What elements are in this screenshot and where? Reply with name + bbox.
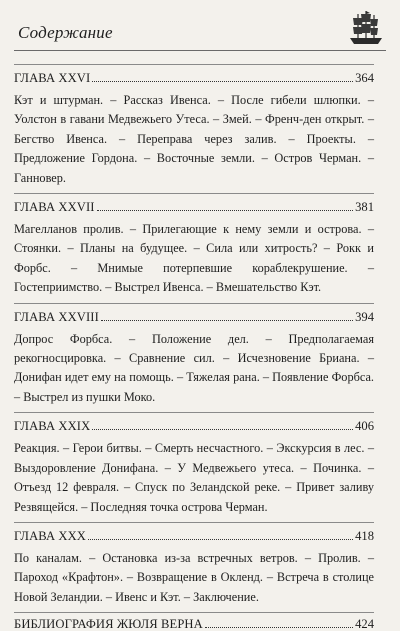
chapter-page-number: 381: [355, 200, 374, 215]
header-divider: [14, 50, 386, 51]
chapter-summary: Магелланов пролив. – Прилегающие к нему земли и острова. – Стоянки. – Планы на будущее. – Сила или хитрость? – Рокк и Форбс. – Мнимые потерпевшие кораблекрушение. – Гостеприимство. – Выстрел Ивенса. – Вмешательство Кэт.: [14, 222, 374, 295]
dot-leader: [92, 81, 353, 82]
chapter-heading: [14, 198, 374, 216]
dot-leader: [205, 627, 353, 628]
toc-chapter: [14, 522, 374, 610]
dot-leader: [88, 539, 353, 540]
chapter-heading: [14, 527, 374, 545]
chapter-summary: По каналам. – Остановка из-за встречных ветров. – Пролив. – Пароход «Крафтон». – Возвращение в Окленд. – Встреча в столице Новой Зеландии. – Ивенс и Кэт. – Заключение.: [14, 550, 374, 604]
chapter-title: ГЛАВА XXVII: [14, 200, 95, 215]
dot-leader: [97, 210, 354, 211]
table-of-contents: [14, 62, 374, 631]
chapter-title: ГЛАВА XXVIII: [14, 309, 99, 324]
chapter-summary: Кэт и штурман. – Рассказ Ивенса. – После гибели шлюпки. – Уолстон в гавани Медвежьего Утеса. – Змей. – Френч-ден открыт. – Бегство Ивенса. – Переправа через залив. – Проекты. – Предложение Гордона. – Восточные земли. – Остров Черман. – Ганновер.: [14, 93, 374, 185]
toc-chapter: [14, 193, 374, 301]
page-header: [0, 0, 400, 56]
chapter-page-number: 418: [355, 528, 374, 543]
toc-chapter: [14, 303, 374, 411]
chapter-divider: [14, 193, 374, 194]
bibliography-heading: [14, 617, 374, 631]
bibliography-page-number: 424: [355, 617, 374, 631]
dot-leader: [92, 429, 353, 430]
chapter-heading: [14, 308, 374, 326]
dot-leader: [101, 320, 353, 321]
chapter-divider: [14, 64, 374, 65]
chapter-heading: [14, 69, 374, 87]
page-title: Содержание: [18, 23, 113, 42]
chapter-divider: [14, 522, 374, 523]
toc-chapter: [14, 412, 374, 520]
chapter-page-number: 394: [355, 309, 374, 324]
chapter-title: ГЛАВА XXVI: [14, 71, 91, 85]
chapter-summary: Допрос Форбса. – Положение дел. – Предполагаемая рекогносцировка. – Сравнение сил. – Исчезновение Бриана. – Донифан идет ему на помощь. – Тяжелая рана. – Появление Форбса. – Выстрел из пушки Моко.: [14, 331, 374, 404]
chapter-page-number: 406: [355, 419, 374, 434]
sailing-ship-icon: [346, 8, 386, 48]
chapter-title: ГЛАВА XXX: [14, 528, 87, 543]
chapter-divider: [14, 612, 374, 613]
toc-chapter: [14, 64, 374, 191]
chapter-title: ГЛАВА XXIX: [14, 419, 91, 434]
chapter-divider: [14, 303, 374, 304]
chapter-heading: [14, 417, 374, 435]
chapter-page-number: 364: [355, 71, 374, 85]
chapter-summary: Реакция. – Герои битвы. – Смерть несчастного. – Экскурсия в лес. – Выздоровление Донифана. – У Медвежьего утеса. – Починка. – Отъезд 12 февраля. – Спуск по Зеландской реке. – Привет заливу Резвящейся. – Последняя точка острова Черман.: [14, 441, 374, 514]
bibliography-title: БИБЛИОГРАФИЯ ЖЮЛЯ ВЕРНА: [14, 617, 203, 631]
chapter-divider: [14, 412, 374, 413]
